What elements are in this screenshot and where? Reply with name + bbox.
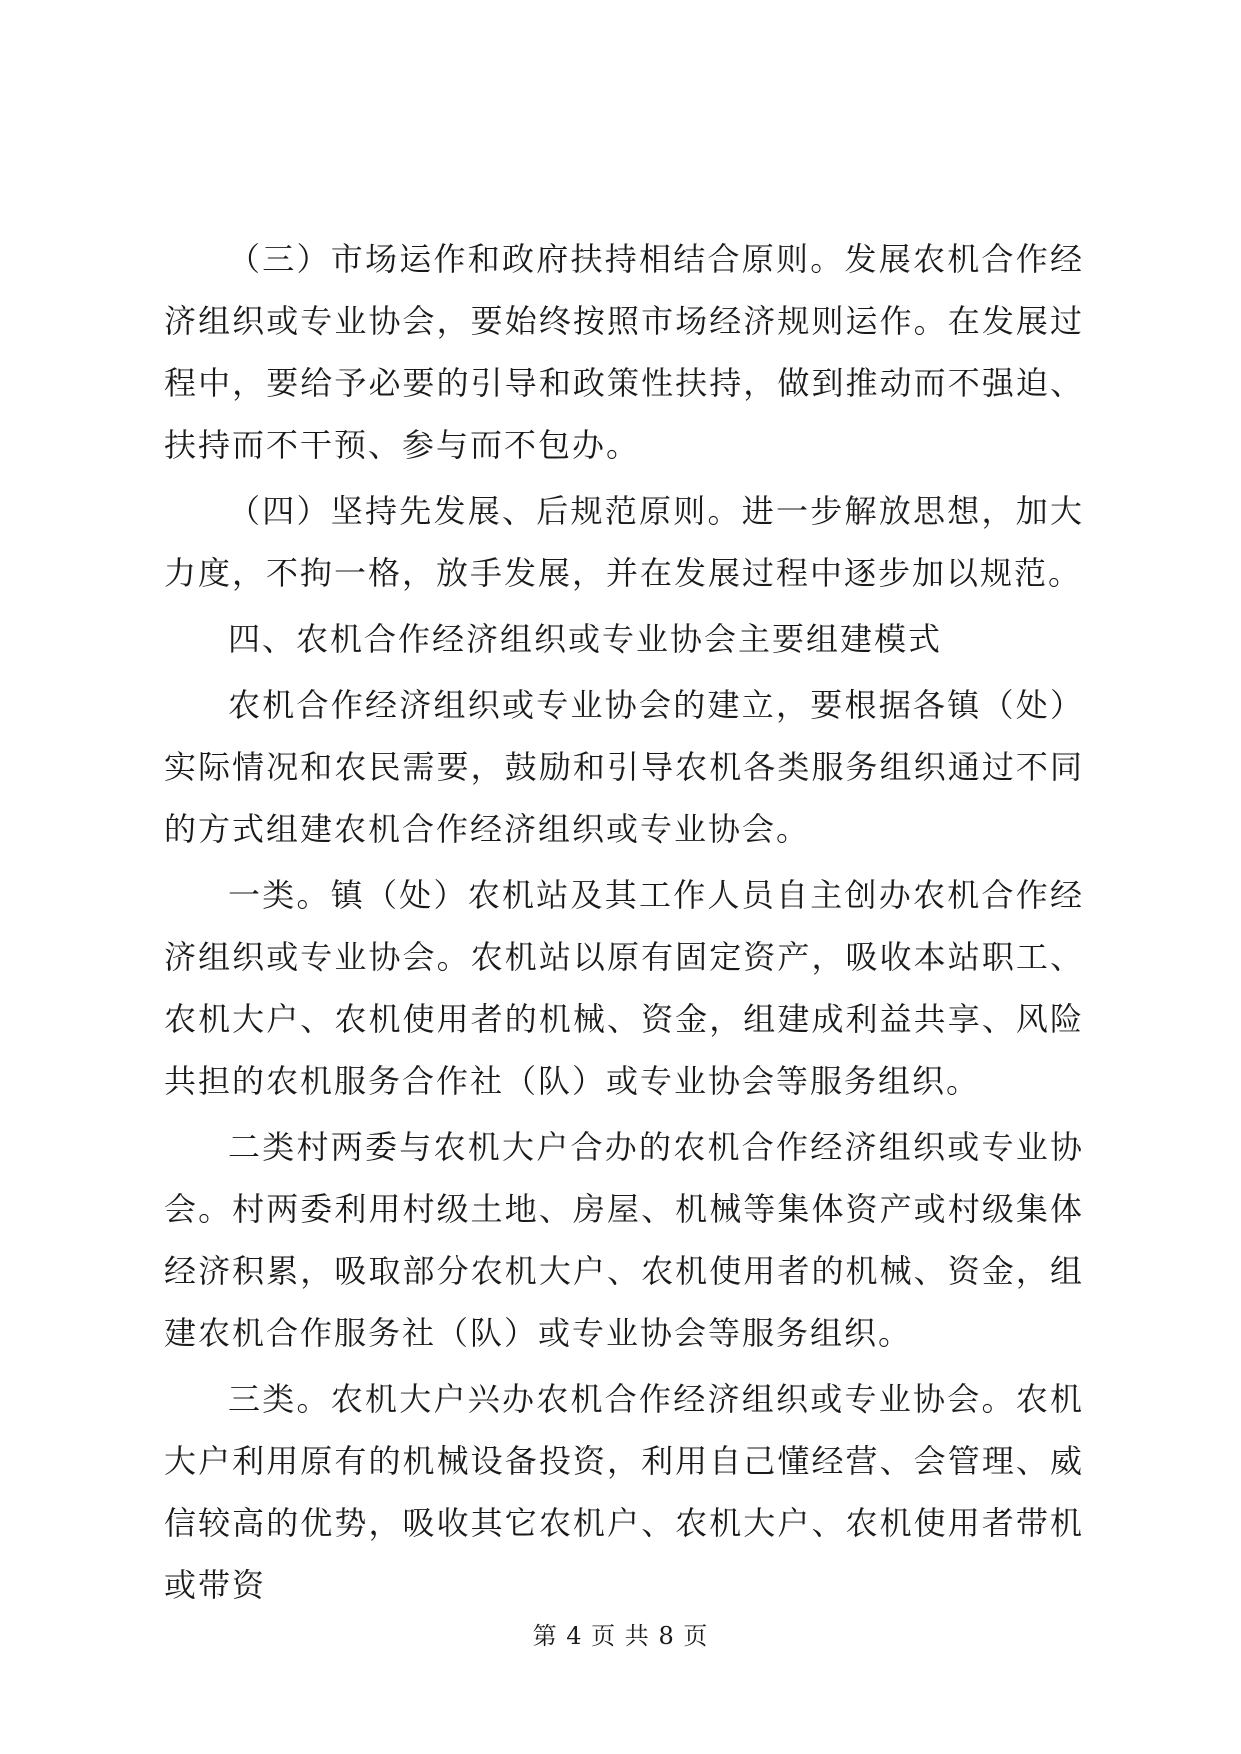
page-number-footer: 第 4 页 共 8 页	[532, 1622, 709, 1650]
paragraph-type-2: 二类村两委与农机大户合办的农机合作经济组织或专业协会。村两委利用村级土地、房屋、机械等集体资产或村级集体经济积累，吸取部分农机大户、农机使用者的机械、资金，组建农机合作服务社（队）或专业协会等服务组织。	[164, 1128, 1084, 1352]
section-heading-4: 四、农机合作经济组织或专业协会主要组建模式	[228, 620, 943, 658]
paragraph-type-3: 三类。农机大户兴办农机合作经济组织或专业协会。农机大户利用原有的机械设备投资，利用自己懂经营、会管理、威信较高的优势，吸收其它农机户、农机大户、农机使用者带机或带资	[164, 1380, 1084, 1604]
paragraph-principle-4: （四）坚持先发展、后规范原则。进一步解放思想，加大力度，不拘一格，放手发展，并在发展过程中逐步加以规范。	[164, 492, 1084, 592]
paragraph-intro: 农机合作经济组织或专业协会的建立，要根据各镇（处）实际情况和农民需要，鼓励和引导农机各类服务组织通过不同的方式组建农机合作经济组织或专业协会。	[164, 686, 1084, 848]
paragraph-principle-3: （三）市场运作和政府扶持相结合原则。发展农机合作经济组织或专业协会，要始终按照市场经济规则运作。在发展过程中，要给予必要的引导和政策性扶持，做到推动而不强迫、扶持而不干预、参与而不包办。	[164, 240, 1084, 464]
document-body	[164, 228, 1084, 1616]
paragraph-type-1: 一类。镇（处）农机站及其工作人员自主创办农机合作经济组织或专业协会。农机站以原有固定资产，吸收本站职工、农机大户、农机使用者的机械、资金，组建成利益共享、风险共担的农机服务合作社（队）或专业协会等服务组织。	[164, 876, 1084, 1100]
